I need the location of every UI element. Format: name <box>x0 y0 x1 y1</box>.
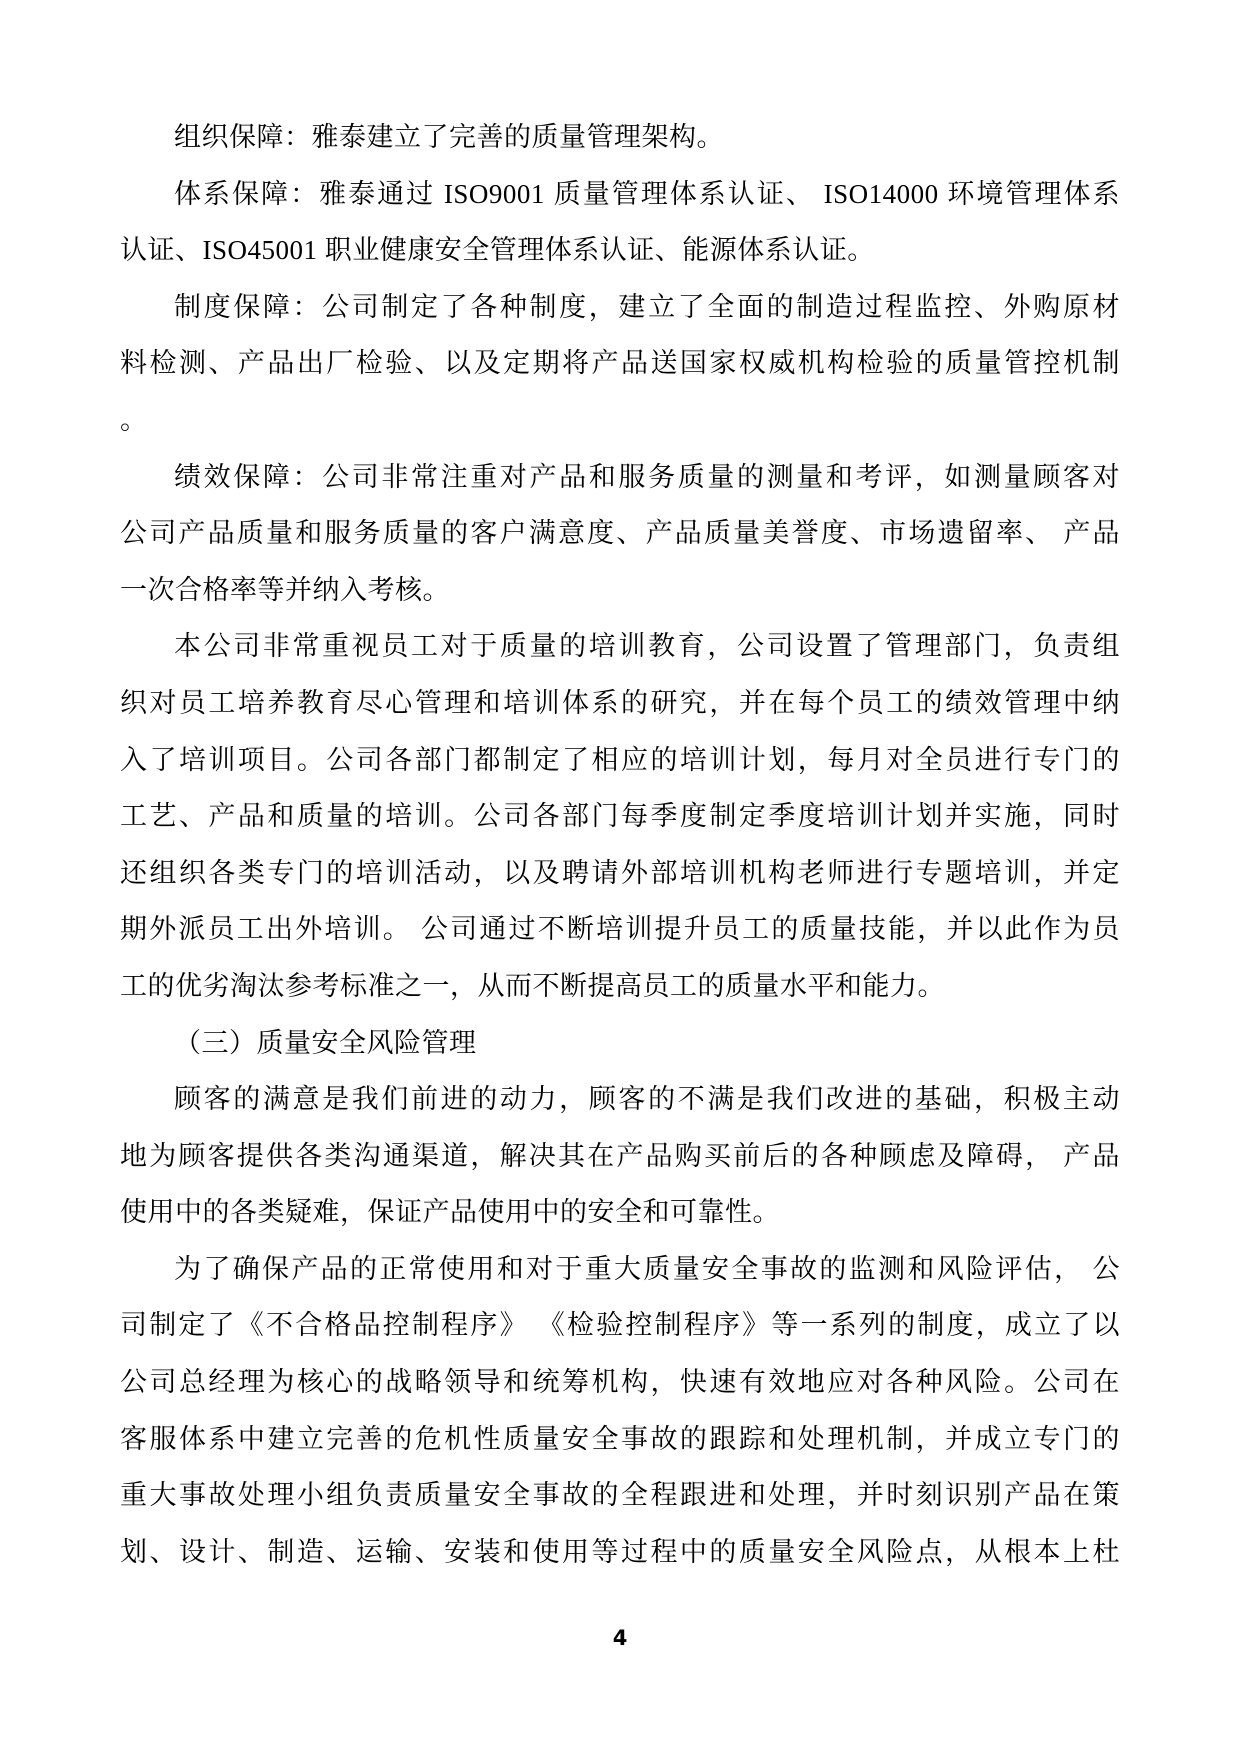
text-line: 工艺、产品和质量的培训。公司各部门每季度制定季度培训计划并实施，同时 <box>120 801 1120 832</box>
text-line: 公司总经理为核心的战略领导和统筹机构，快速有效地应对各种风险。公司在 <box>120 1367 1120 1398</box>
text-line: 划、设计、制造、运输、安装和使用等过程中的质量安全风险点，从根本上杜 <box>120 1536 1120 1567</box>
text-line: 顾客的满意是我们前进的动力，顾客的不满是我们改进的基础，积极主动 <box>174 1084 1120 1115</box>
text-line: 织对员工培养教育尽心管理和培训体系的研究，并在每个员工的绩效管理中纳 <box>120 687 1120 718</box>
text-line: 本公司非常重视员工对于质量的培训教育，公司设置了管理部门，负责组 <box>174 631 1120 662</box>
text-line: 地为顾客提供各类沟通渠道，解决其在产品购买前后的各种顾虑及障碍， 产品 <box>120 1140 1120 1171</box>
text-line: 绩效保障：公司非常注重对产品和服务质量的测量和考评，如测量顾客对 <box>174 461 1120 492</box>
text-line: 还组织各类专门的培训活动，以及聘请外部培训机构老师进行专题培训，并定 <box>120 857 1120 888</box>
text-line: 工的优劣淘汰参考标准之一，从而不断提高员工的质量水平和能力。 <box>120 970 945 1001</box>
text-line: 体系保障：雅泰通过 ISO9001 质量管理体系认证、 ISO14000 环境管理体系 <box>174 178 1120 209</box>
text-line: 期外派员工出外培训。 公司通过不断培训提升员工的质量技能，并以此作为员 <box>120 914 1120 945</box>
text-line: 制度保障：公司制定了各种制度，建立了全面的制造过程监控、外购原材 <box>174 291 1120 322</box>
page-number: 4 <box>612 1626 628 1650</box>
text-line: 一次合格率等并纳入考核。 <box>120 574 450 605</box>
text-line: 客服体系中建立完善的危机性质量安全事故的跟踪和处理机制，并成立专门的 <box>120 1423 1120 1454</box>
document-body <box>120 109 1120 1580</box>
page-footer <box>0 1626 1240 1650</box>
text-line: 为了确保产品的正常使用和对于重大质量安全事故的监测和风险评估， 公 <box>174 1253 1120 1284</box>
text-line: 司制定了《不合格品控制程序》 《检验控制程序》等一系列的制度，成立了以 <box>120 1310 1120 1341</box>
section-heading: （三）质量安全风险管理 <box>174 1027 477 1058</box>
text-line: 。 <box>120 404 148 435</box>
text-line: 认证、ISO45001 职业健康安全管理体系认证、能源体系认证。 <box>120 235 875 266</box>
text-line: 入了培训项目。公司各部门都制定了相应的培训计划，每月对全员进行专门的 <box>120 744 1120 775</box>
text-line: 重大事故处理小组负责质量安全事故的全程跟进和处理，并时刻识别产品在策 <box>120 1480 1120 1511</box>
text-line: 料检测、产品出厂检验、以及定期将产品送国家权威机构检验的质量管控机制 <box>120 348 1120 379</box>
text-line: 组织保障：雅泰建立了完善的质量管理架构。 <box>174 122 724 152</box>
text-line: 公司产品质量和服务质量的客户满意度、产品质量美誉度、市场遗留率、 产品 <box>120 518 1120 549</box>
text-line: 使用中的各类疑难，保证产品使用中的安全和可靠性。 <box>120 1197 780 1228</box>
